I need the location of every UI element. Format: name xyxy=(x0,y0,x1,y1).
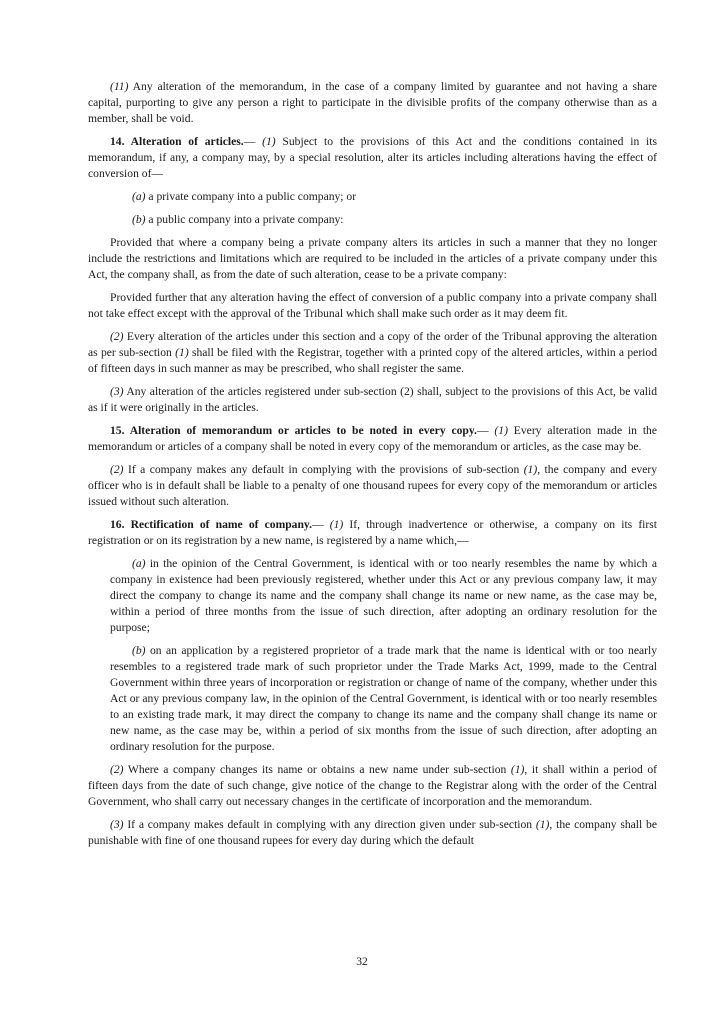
paragraph-text: If a company makes default in complying with any direction given under sub-section xyxy=(123,818,536,831)
clause-label: (a) xyxy=(132,190,146,203)
section-16-2 xyxy=(88,762,657,810)
sub-section-ref: (1) xyxy=(510,763,525,776)
paragraph-text: Every alteration of the articles under this section and a copy of the order of the Tribunal approving the alteration as per sub-section xyxy=(88,330,657,359)
clause-label: (b) xyxy=(132,213,146,226)
clause-text: on an application by a registered proprietor of a trade mark that the name is identical with or too nearly resembles to a registered trade mark of such proprietor under the Trade Marks Act, 1999, made to the Central Government within three years of incorporation or registration or change of name of the company, whether under this Act or any previous company law, in the opinion of the Central Government, is identical with or too nearly resembles to an existing trade mark, it may direct the company to change its name and the company shall change its name or new name, as the case may be, within a period of six months from the issue of such direction, after adopting an ordinary resolution for the purpose. xyxy=(110,644,657,753)
clause-number: (3) xyxy=(110,818,124,831)
clause-16-a xyxy=(110,556,657,636)
paragraph-text: Every alteration made in the memorandum or articles of a company shall be noted in every copy of the memorandum or articles, as the case may be. xyxy=(88,424,657,453)
section-heading: 14. Alteration of articles. xyxy=(110,135,244,148)
clause-number: (1) xyxy=(329,518,344,531)
paragraph-11 xyxy=(88,79,657,127)
paragraph-text: Any alteration of the memorandum, in the case of a company limited by guarantee and not having a share capital, purporting to give any person a right to participate in the divisible profits of the company otherwise than as a member, shall be void. xyxy=(88,80,657,125)
section-14-paragraph xyxy=(88,134,657,182)
clause-number: (2) xyxy=(110,463,124,476)
heading-dash: — xyxy=(243,135,263,148)
clause-b xyxy=(88,212,657,228)
clause-number: (2) xyxy=(110,330,124,343)
paragraph-text: Subject to the provisions of this Act and the conditions contained in its memorandum, if any, a company may, by a special resolution, alter its articles including alterations having the effect of conversion of— xyxy=(88,135,657,180)
clause-label: (b) xyxy=(132,644,146,657)
section-15-paragraph xyxy=(88,423,657,455)
proviso-1: Provided that where a company being a private company alters its articles in such a manner that they no longer include the restrictions and limitations which are required to be included in the articles of a private company under this Act, the company shall, as from the date of such alteration, cease to be a private company: xyxy=(88,236,657,281)
sub-section-ref: (1) xyxy=(535,818,550,831)
paragraph-text: Any alteration of the articles registered under sub-section (2) shall, subject to the provisions of this Act, be valid as if it were originally in the articles. xyxy=(88,385,657,414)
paragraph-text: If a company makes any default in complying with the provisions of sub-section xyxy=(123,463,524,476)
heading-dash: — xyxy=(476,424,495,437)
section-16-3 xyxy=(88,817,657,849)
clause-number: (1) xyxy=(494,424,508,437)
clause-text: a public company into a private company: xyxy=(145,213,344,226)
clause-number: (11) xyxy=(110,80,129,93)
clause-16-b xyxy=(110,643,657,755)
proviso-2: Provided further that any alteration having the effect of conversion of a public company into a private company shall not take effect except with the approval of the Tribunal which shall make such order as it may deem fit. xyxy=(88,291,657,320)
clause-number: (1) xyxy=(262,135,276,148)
sub-section-ref: (1) xyxy=(175,346,189,359)
heading-dash: — xyxy=(311,518,330,531)
clause-a xyxy=(88,189,657,205)
section-16-paragraph xyxy=(88,517,657,549)
section-15-2 xyxy=(88,462,657,510)
sub-section-ref: (1) xyxy=(523,463,538,476)
paragraph-text: , it shall within a period of fifteen days from the date of such change, give notice of the change to the Registrar along with the order of the Central Government, who shall carry out necessary changes in the certificate of incorporation and the memorandum. xyxy=(88,763,657,808)
paragraph-text: If, through inadvertence or otherwise, a company on its first registration or on its registration by a new name, is registered by a name which,— xyxy=(88,518,657,547)
clause-number: (3) xyxy=(110,385,124,398)
paragraph-text: , the company shall be punishable with fine of one thousand rupees for every day during which the default xyxy=(88,818,657,847)
clause-text: a private company into a public company; or xyxy=(145,190,357,203)
page-number: 32 xyxy=(356,955,368,968)
paragraph-text: , the company and every officer who is in default shall be liable to a penalty of one thousand rupees for every copy of the memorandum or articles issued without such alteration. xyxy=(88,463,658,508)
clause-text: in the opinion of the Central Government, is identical with or too nearly resembles the name by which a company in existence had been previously registered, whether under this Act or any previous company law, it may direct the company to change its name and the company shall change its name or new name, as the case may be, within a period of three months from the issue of such direction, after adopting an ordinary resolution for the purpose; xyxy=(110,557,657,634)
clause-label: (a) xyxy=(132,557,146,570)
section-14-2 xyxy=(88,329,657,377)
clause-number: (2) xyxy=(110,763,124,776)
section-heading: 15. Alteration of memorandum or articles to be noted in every copy. xyxy=(110,424,477,437)
section-heading: 16. Rectification of name of company. xyxy=(110,518,312,531)
paragraph-text: shall be filed with the Registrar, together with a printed copy of the altered articles, within a period of fifteen days in such manner as may be prescribed, who shall register the same. xyxy=(88,346,657,375)
section-14-3 xyxy=(88,384,657,416)
paragraph-text: Where a company changes its name or obtains a new name under sub-section xyxy=(123,763,511,776)
